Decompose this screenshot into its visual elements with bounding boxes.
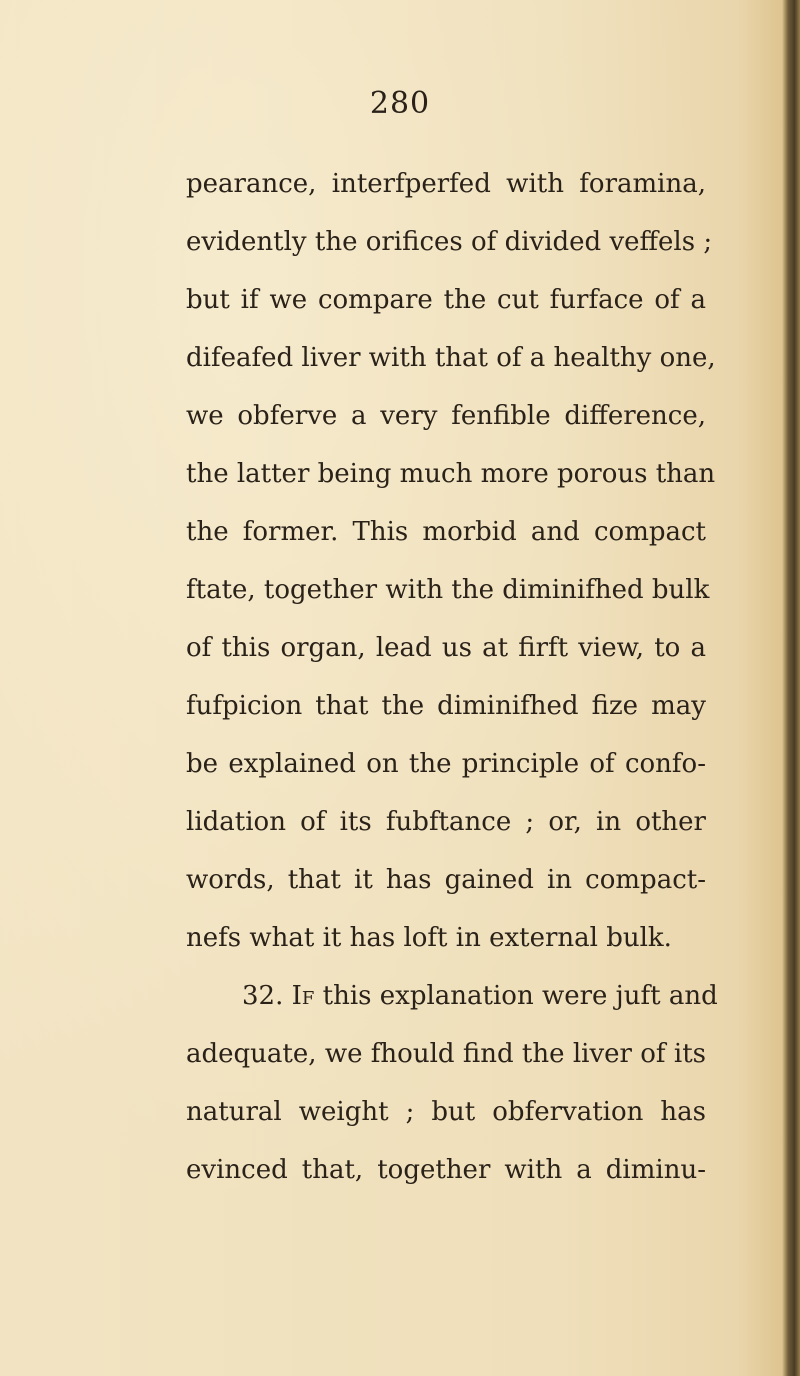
paragraph-start-line xyxy=(186,967,718,1025)
text-line: evinced that, together with a diminu- xyxy=(186,1155,706,1185)
text-line: we obferve a very fenfible difference, xyxy=(186,401,706,431)
text-line: difeafed liver with that of a healthy one, xyxy=(186,343,716,373)
text-line: of this organ, lead us at firft view, to a xyxy=(186,633,706,663)
text-line: natural weight ; but obfervation has xyxy=(186,1097,706,1127)
text-line: the former. This morbid and compact xyxy=(186,517,706,547)
text-line: words, that it has gained in compact- xyxy=(186,865,706,895)
body-text xyxy=(186,155,718,1199)
paragraph-number: 32. xyxy=(242,981,284,1011)
text-line: fufpicion that the diminifhed fize may xyxy=(186,691,706,721)
text-line: adequate, we fhould find the liver of its xyxy=(186,1039,706,1069)
paragraph-lead-word: If xyxy=(291,981,315,1011)
text-line: nefs what it has loft in external bulk. xyxy=(186,923,672,953)
page-number: 280 xyxy=(369,86,431,121)
text-line: the latter being much more porous than xyxy=(186,459,716,489)
page-edge xyxy=(782,0,800,1376)
paragraph-line-rest: this explanation were juft and xyxy=(322,981,718,1011)
text-line: ftate, together with the diminifhed bulk xyxy=(186,575,710,605)
text-line: lidation of its fubftance ; or, in other xyxy=(186,807,706,837)
text-line: pearance, interfperfed with foramina, xyxy=(186,169,706,199)
text-line: evidently the orifices of divided veffels ; xyxy=(186,227,713,257)
text-line: but if we compare the cut furface of a xyxy=(186,285,706,315)
text-line: be explained on the principle of confo- xyxy=(186,749,706,779)
